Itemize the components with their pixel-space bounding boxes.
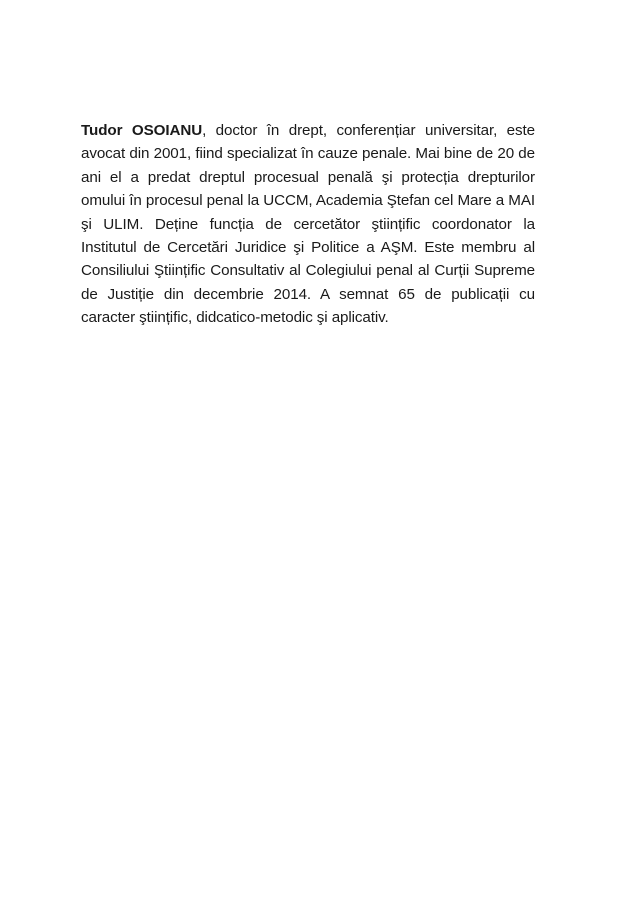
author-bio-text: , doctor în drept, conferențiar universitar, este avocat din 2001, fiind specializat în cauze penale. Mai bine de 20 de ani el a predat dreptul procesual penală şi protecția drepturilor omului în procesul penal la UCCM, Academia Ştefan cel Mare a MAI şi ULIM. Deține funcția de cercetător ştiințific coordonator la Institutul de Cercetări Juridice şi Politice a AŞM. Este membru al Consiliului Ştiințific Consultativ al Colegiului penal al Curții Supreme de Justiție din decembrie 2014. A semnat 65 de publicații cu caracter ştiințific, didcatico-metodic şi aplicativ. — [81, 122, 535, 327]
author-bio-paragraph — [81, 119, 535, 330]
author-name: Tudor OSOIANU — [81, 122, 203, 139]
